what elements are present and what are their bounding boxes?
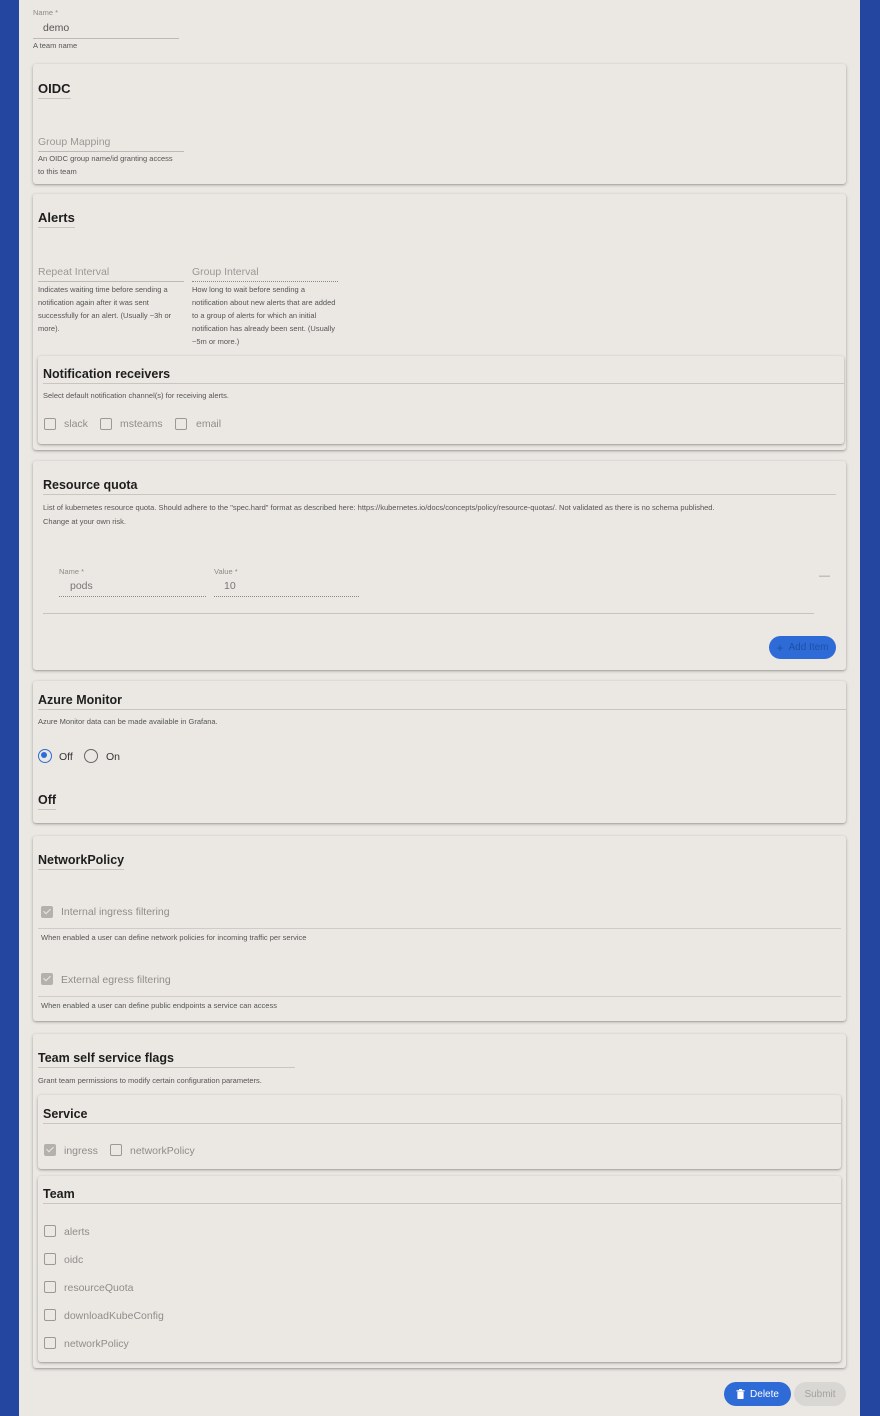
resource-quota-card — [33, 461, 846, 670]
team-alerts-label: alerts — [64, 1226, 90, 1238]
notification-receivers-title: Notification receivers — [43, 367, 844, 384]
ingress-filtering-checkbox[interactable] — [41, 906, 53, 918]
azure-off-radio[interactable] — [38, 749, 52, 763]
msteams-checkbox[interactable] — [100, 418, 112, 430]
email-label: email — [196, 418, 222, 430]
team-name-help: A team name — [33, 41, 78, 50]
egress-filtering-label: External egress filtering — [61, 974, 171, 986]
service-networkpolicy-label: networkPolicy — [130, 1145, 195, 1157]
azure-monitor-description: Azure Monitor data can be made available in Grafana. — [38, 717, 218, 726]
group-interval-help: How long to wait before sending a notification about new alerts that are added to a group of alerts for which an initial notification has already been sent. (Usually ~5m or more.) — [192, 285, 336, 346]
group-interval-underline — [192, 281, 338, 282]
service-flags-card — [38, 1095, 841, 1169]
resource-quota-title: Resource quota — [43, 478, 836, 495]
team-resourcequota-checkbox[interactable] — [44, 1281, 56, 1293]
ingress-divider — [38, 928, 841, 929]
self-service-description: Grant team permissions to modify certain configuration parameters. — [38, 1076, 262, 1085]
self-service-title: Team self service flags — [38, 1051, 295, 1068]
submit-button[interactable] — [794, 1382, 846, 1406]
team-name-underline — [33, 38, 179, 39]
oidc-title: OIDC — [38, 81, 71, 99]
quota-value-input[interactable]: 10 — [224, 580, 236, 592]
ingress-filtering-help: When enabled a user can define network policies for incoming traffic per service — [41, 933, 307, 942]
network-policy-title: NetworkPolicy — [38, 853, 124, 870]
notification-receivers-description: Select default notification channel(s) for receiving alerts. — [43, 391, 229, 400]
resource-quota-description-1: List of kubernetes resource quota. Should adhere to the "spec.hard" format as described here: https://kubernetes.io/docs/concepts/policy/resource-quotas/. Not validated as there is no schema published. — [43, 503, 715, 512]
add-item-label: Add Item — [788, 642, 829, 653]
group-interval-input[interactable]: Group Interval — [192, 266, 259, 278]
azure-monitor-selected-heading: Off — [38, 793, 56, 810]
azure-monitor-title: Azure Monitor — [38, 693, 846, 710]
delete-label: Delete — [750, 1388, 779, 1400]
repeat-interval-input[interactable]: Repeat Interval — [38, 266, 110, 278]
team-oidc-checkbox[interactable] — [44, 1253, 56, 1265]
quota-item-row — [43, 557, 814, 614]
service-flags-title: Service — [43, 1107, 841, 1124]
azure-on-radio[interactable] — [84, 749, 98, 763]
notification-receivers-card — [38, 356, 844, 444]
slack-checkbox[interactable] — [44, 418, 56, 430]
add-item-button[interactable] — [769, 636, 836, 659]
group-mapping-input[interactable]: Group Mapping — [38, 136, 111, 148]
team-oidc-label: oidc — [64, 1254, 84, 1266]
email-checkbox[interactable] — [175, 418, 187, 430]
repeat-interval-underline — [38, 281, 184, 282]
azure-monitor-card — [33, 681, 846, 823]
team-alerts-checkbox[interactable] — [44, 1225, 56, 1237]
quota-value-underline — [214, 596, 359, 597]
slack-label: slack — [64, 418, 88, 430]
service-ingress-checkbox[interactable] — [44, 1144, 56, 1156]
quota-name-input[interactable]: pods — [70, 580, 93, 592]
quota-value-label: Value * — [214, 567, 238, 576]
team-name-label: Name * — [33, 8, 59, 17]
quota-name-label: Name * — [59, 567, 85, 576]
group-mapping-help: An OIDC group name/id granting access to this team — [38, 154, 173, 176]
egress-filtering-checkbox[interactable] — [41, 973, 53, 985]
team-downloadkubeconfig-label: downloadKubeConfig — [64, 1310, 164, 1322]
msteams-label: msteams — [120, 418, 163, 430]
egress-filtering-help: When enabled a user can define public endpoints a service can access — [41, 1001, 277, 1010]
oidc-card — [33, 64, 846, 184]
team-name-input[interactable]: demo — [43, 22, 70, 34]
remove-item-icon[interactable]: — — [819, 570, 830, 582]
resource-quota-description-2: Change at your own risk. — [43, 517, 126, 526]
team-form-page — [19, 0, 860, 1416]
azure-on-label: On — [106, 751, 121, 763]
team-networkpolicy-label: networkPolicy — [64, 1338, 129, 1350]
service-networkpolicy-checkbox[interactable] — [110, 1144, 122, 1156]
delete-button[interactable] — [724, 1382, 791, 1406]
team-networkpolicy-checkbox[interactable] — [44, 1337, 56, 1349]
azure-off-label: Off — [59, 751, 73, 763]
network-policy-card — [33, 836, 846, 1021]
team-downloadkubeconfig-checkbox[interactable] — [44, 1309, 56, 1321]
egress-divider — [38, 996, 841, 997]
plus-icon: + — [776, 640, 784, 655]
ingress-filtering-label: Internal ingress filtering — [61, 906, 170, 918]
service-ingress-label: ingress — [64, 1145, 98, 1157]
submit-label: Submit — [804, 1388, 836, 1400]
self-service-card — [33, 1034, 846, 1368]
team-flags-title: Team — [43, 1187, 841, 1204]
trash-icon — [736, 1389, 745, 1399]
alerts-title: Alerts — [38, 210, 75, 228]
team-flags-card — [38, 1176, 841, 1362]
quota-name-underline — [59, 596, 206, 597]
team-resourcequota-label: resourceQuota — [64, 1282, 134, 1294]
alerts-card — [33, 194, 846, 450]
repeat-interval-help: Indicates waiting time before sending a notification again after it was sent successfully for an alert. (Usually ~3h or more). — [38, 285, 172, 333]
